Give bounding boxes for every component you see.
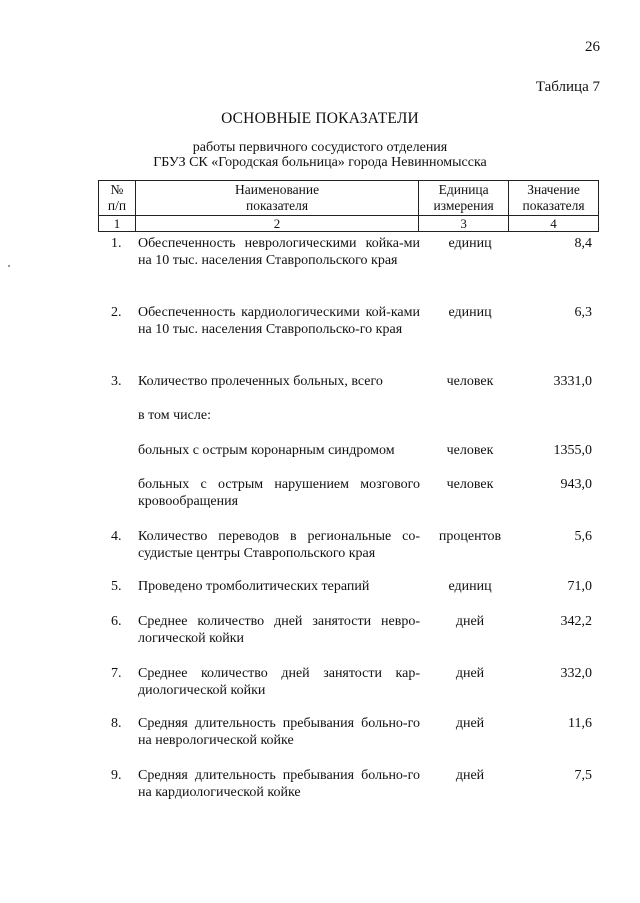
- row-unit: дней: [455, 666, 485, 681]
- subtitle-line-1: работы первичного сосудистого отделения: [192, 140, 448, 155]
- row-unit: процентов: [438, 529, 502, 544]
- row-value: 11,6: [568, 716, 592, 731]
- row-unit: человек: [446, 477, 494, 492]
- page-title: ОСНОВНЫЕ ПОКАЗАТЕЛИ: [221, 110, 419, 127]
- header-number: № п/п: [99, 181, 136, 216]
- subtitle-line-2: ГБУЗ СК «Городская больница» города Невинномысска: [153, 155, 487, 170]
- row-name: Среднее количество дней занятости кар-диологической койки: [138, 666, 420, 698]
- row-name: Средняя длительность пребывания больно-го на кардиологической койке: [138, 768, 420, 800]
- row-name: Проведено тромболитических терапий: [138, 579, 370, 594]
- row-name: Среднее количество дней занятости невро-логической койки: [138, 614, 420, 646]
- row-unit: человек: [446, 443, 494, 458]
- column-number-1: 1: [99, 216, 136, 232]
- row-name: Количество переводов в региональные со-судистые центры Ставропольского края: [138, 529, 420, 561]
- row-unit: единиц: [448, 579, 492, 594]
- row-number: 2.: [111, 305, 122, 320]
- header-name: Наименование показателя: [135, 181, 418, 216]
- row-unit: человек: [446, 374, 494, 389]
- page-number: 26: [585, 39, 600, 55]
- header-value: Значение показателя: [509, 181, 599, 216]
- row-name: Обеспеченность неврологическими койка-ми на 10 тыс. населения Ставропольского края: [138, 236, 420, 268]
- row-name: больных с острым нарушением мозгового кровообращения: [138, 477, 420, 509]
- header-unit: Единица измерения: [419, 181, 509, 216]
- row-name: Обеспеченность кардиологическими кой-ками на 10 тыс. населения Ставропольско-го края: [138, 305, 420, 337]
- row-number: 9.: [111, 768, 122, 783]
- row-value: 342,2: [560, 614, 592, 629]
- row-value: 6,3: [574, 305, 592, 320]
- column-number-2: 2: [135, 216, 418, 232]
- row-unit: дней: [455, 768, 485, 783]
- row-number: 4.: [111, 529, 122, 544]
- row-name: Средняя длительность пребывания больно-го на неврологической койке: [138, 716, 420, 748]
- column-number-3: 3: [419, 216, 509, 232]
- row-number: 3.: [111, 374, 122, 389]
- row-number: 1.: [111, 236, 122, 251]
- scan-speck: [8, 265, 10, 267]
- table-header: [98, 180, 599, 232]
- row-number: 6.: [111, 614, 122, 629]
- row-value: 8,4: [574, 236, 592, 251]
- subtitle: [0, 140, 640, 170]
- row-value: 943,0: [560, 477, 592, 492]
- row-number: 5.: [111, 579, 122, 594]
- table-label: Таблица 7: [535, 79, 600, 95]
- row-number: 7.: [111, 666, 122, 681]
- row-name: в том числе:: [138, 408, 211, 423]
- row-unit: дней: [455, 614, 485, 629]
- row-value: 7,5: [574, 768, 592, 783]
- row-name: больных с острым коронарным синдромом: [138, 443, 395, 458]
- row-unit: единиц: [448, 305, 492, 320]
- row-value: 5,6: [574, 529, 592, 544]
- row-value: 1355,0: [553, 443, 592, 458]
- row-unit: дней: [455, 716, 485, 731]
- column-number-4: 4: [509, 216, 599, 232]
- row-value: 332,0: [560, 666, 592, 681]
- row-name: Количество пролеченных больных, всего: [138, 374, 383, 389]
- row-number: 8.: [111, 716, 122, 731]
- row-value: 3331,0: [553, 374, 592, 389]
- row-value: 71,0: [567, 579, 592, 594]
- row-unit: единиц: [448, 236, 492, 251]
